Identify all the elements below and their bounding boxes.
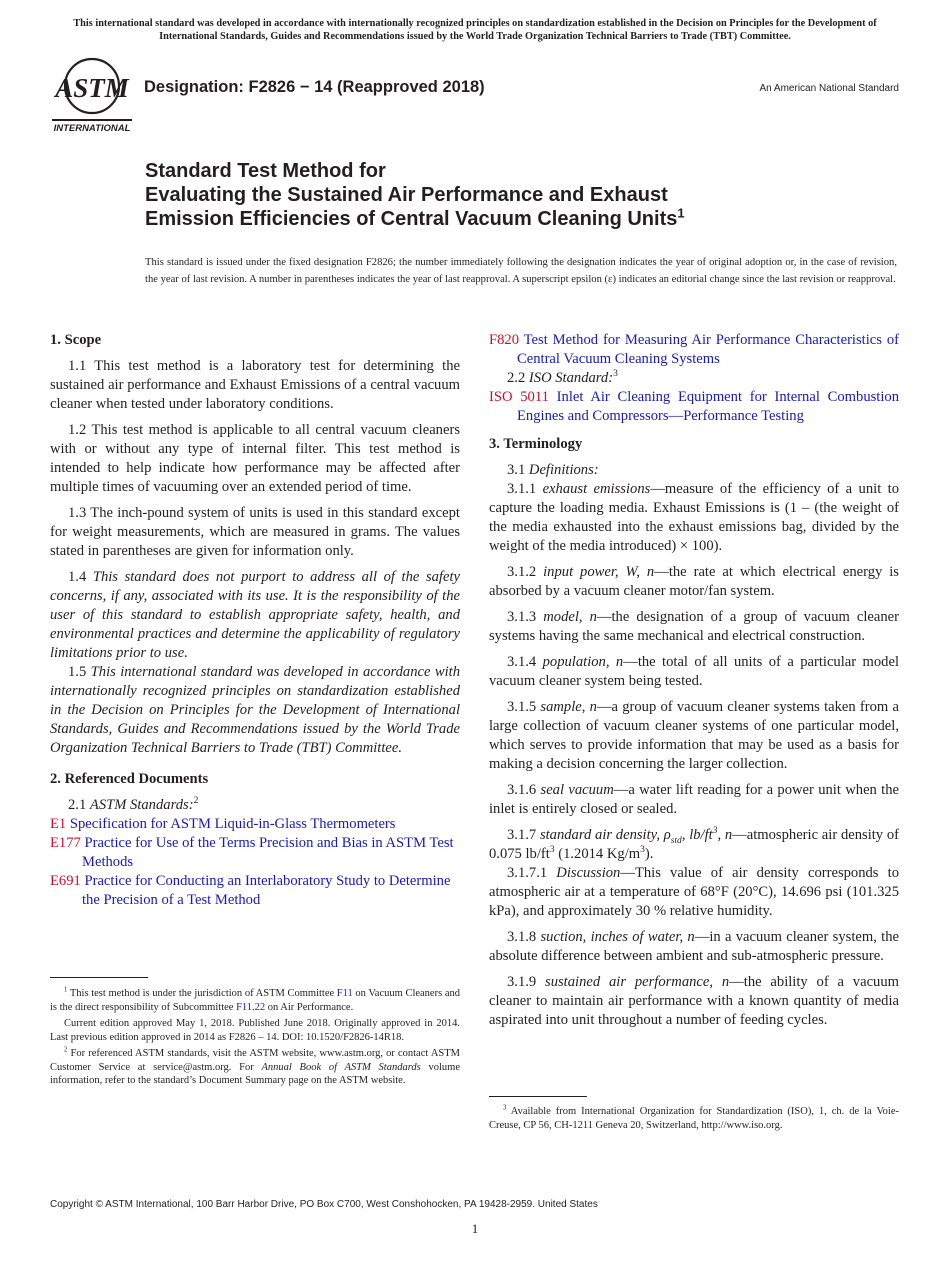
para-1-5: 1.5 This international standard was developed in accordance with internationally recognized principles on standardization established in the Decision on Principles for the Development of International Standards, Guides and Recommendations issued by the World Trade Organization Technical Barriers to Trade (TBT) Committee. <box>50 664 461 756</box>
term-3-1-5: 3.1.5 sample, n—a group of vacuum cleaner systems taken from a large collection of vacuum cleaner systems of one particular model, which serves to provide information that may be used as a basis for making a decision concerning the larger collection. <box>489 699 899 772</box>
ref-f820 <box>489 331 899 369</box>
para-1-4: 1.4 This standard does not purport to address all of the safety concerns, if any, associated with its use. It is the responsibility of the user of this standard to establish appropriate safety, health, and environmental practices and determine the applicability of regulatory limitations prior to use. <box>50 569 460 661</box>
term-3-1-7: 3.1.7 standard air density, $\rho_{std}$, $lb/ft^3$, n—atmospheric air density of 0.075 $lb/ft^3$ (1.2014 $Kg/m^3$). <box>489 826 899 862</box>
title-line-2: Evaluating the Sustained Air Performance and Exhaust <box>145 184 668 206</box>
copyright-notice: Copyright © ASTM International, 100 Barr Harbor Drive, PO Box C700, West Conshohocken, PA 19428-2959. United States <box>50 1199 598 1210</box>
ref-title-link[interactable]: Specification for ASTM Liquid-in-Glass Thermometers <box>69 816 396 832</box>
title-line-1: Standard Test Method for <box>145 160 386 182</box>
footnote-2: $^2$ For referenced ASTM standards, visit the ASTM website, www.astm.org, or contact ASTM Customer Service at service@astm.org. For Annual Book of ASTM Standards volume information, refer to the standard’s Document Summary page on the ASTM website. <box>50 1046 461 1086</box>
footnote-1-edition: Current edition approved May 1, 2018. Published June 2018. Originally approved in 2014. Last previous edition approved in 2014 as F2826 – 14. DOI: 10.1520/F2826-14R18. <box>50 1018 460 1043</box>
term-3-1-6: 3.1.6 seal vacuum—a water lift reading for a power unit when the inlet is entirely closed or sealed. <box>489 782 899 817</box>
footnotes-right <box>489 1105 899 1135</box>
ref-code[interactable]: E691 <box>50 873 81 889</box>
right-column <box>489 331 899 1037</box>
footnote-1: $^1$ This test method is under the jurisdiction of ASTM Committee F11 on Vacuum Cleaners and is the direct responsibility of Subcommittee F11.22 on Air Performance. <box>50 986 460 1013</box>
subcommittee-link[interactable]: F11.22 <box>236 1001 266 1013</box>
para-1-3: 1.3 The inch-pound system of units is used in this standard except for weight measurements, which are measured in grams. The values stated in parentheses are given for information only. <box>50 505 460 559</box>
footnotes-left <box>50 987 460 1091</box>
footnote-divider-left <box>50 977 148 978</box>
ref-title-link[interactable]: Inlet Air Cleaning Equipment for Internal Combustion Engines and Compressors—Performance Testing <box>517 389 899 424</box>
term-3-1-7-1: 3.1.7.1 Discussion—This value of air density corresponds to atmospheric air at a temperature of 68°F (20°C), 14.696 psi (101.325 kPa), and approximately 30 % relative humidity. <box>489 865 899 919</box>
term-3-1-9: 3.1.9 sustained air performance, n—the ability of a vacuum cleaner to maintain air performance with a known quantity of media aspirated into unit throughout a number of feeding cycles. <box>489 974 899 1028</box>
section-3-heading: 3. Terminology <box>489 436 583 452</box>
ref-iso-5011 <box>489 388 899 426</box>
para-1-2: 1.2 This test method is applicable to all central vacuum cleaners with or without any type of internal filter. This test method is intended to help indicate how performance may be affected after multiple times of vacuuming over an extended period of time. <box>50 422 460 495</box>
footnote-divider-right <box>489 1096 587 1097</box>
ref-code[interactable]: E177 <box>50 835 81 851</box>
section-2-heading: 2. Referenced Documents <box>50 771 209 787</box>
document-title <box>145 159 885 231</box>
ref-e177 <box>50 834 460 872</box>
intro-paragraph: This standard is issued under the fixed designation F2826; the number immediately following the designation indicates the year of original adoption or, in the case of revision, the year of last revision. A number in parentheses indicates the year of last reapproval. A superscript epsilon (ε) indicates an editorial change since the last revision or reapproval. <box>145 257 897 285</box>
para-1-1: 1.1 This test method is a laboratory test for determining the sustained air performance and Exhaust Emissions of a central vacuum cleaner when tested under laboratory conditions. <box>50 358 460 412</box>
term-3-1-3: 3.1.3 model, n—the designation of a group of vacuum cleaner systems having the same mechanical and electrical construction. <box>489 609 900 644</box>
term-3-1-4: 3.1.4 population, n—the total of all units of a particular model vacuum cleaner system being tested. <box>489 654 900 689</box>
svg-text:ASTM: ASTM <box>55 73 129 103</box>
ref-code[interactable]: ISO 5011 <box>489 389 549 405</box>
top-note: This international standard was developed in accordance with internationally recognized principles on standardization established in the Decision on Principles for the Development of International Standards, Guides and Recommendations issued by the World Trade Organization Technical Barriers to Trade (TBT) Committee. <box>73 18 877 42</box>
ref-title-link[interactable]: Practice for Use of the Terms Precision and Bias in ASTM Test Methods <box>82 835 454 870</box>
astm-logo <box>50 56 134 136</box>
page-number: 1 <box>471 1221 479 1236</box>
committee-link[interactable]: F11 <box>336 988 353 999</box>
term-3-1-1: 3.1.1 exhaust emissions—measure of the efficiency of a unit to capture the loading media. Exhaust Emissions is (1 – (the weight of the media exhausted into the exhaust emissions bag, divided by the weight of the media introduced) × 100). <box>489 481 899 554</box>
ref-code[interactable]: F820 <box>489 332 520 348</box>
ref-e691 <box>50 872 460 910</box>
designation: Designation: F2826 − 14 (Reapproved 2018) <box>144 78 485 96</box>
american-national-standard: An American National Standard <box>759 83 899 94</box>
para-2-2: 2.2 ISO Standard:$^3$ <box>507 369 618 386</box>
para-2-1: 2.1 ASTM Standards:$^2$ <box>68 796 199 813</box>
section-1-heading: 1. Scope <box>50 332 102 348</box>
astm-logo-icon <box>50 56 134 136</box>
ref-code[interactable]: E1 <box>50 816 67 832</box>
ref-title-link[interactable]: Test Method for Measuring Air Performance Characteristics of Central Vacuum Cleaning Systems <box>517 332 899 367</box>
footnote-3: $^3$ Available from International Organization for Standardization (ISO), 1, ch. de la Voie-Creuse, CP 56, CH-1211 Geneva 20, Switzerland, http://www.iso.org. <box>489 1104 900 1131</box>
svg-text:INTERNATIONAL: INTERNATIONAL <box>53 123 131 134</box>
ref-e1 <box>50 815 460 834</box>
term-3-1-2: 3.1.2 input power, W, n—the rate at which electrical energy is absorbed by a vacuum cleaner motor/fan system. <box>489 564 899 599</box>
term-3-1-8: 3.1.8 suction, inches of water, n—in a vacuum cleaner system, the absolute difference between ambient and sub-atmospheric pressure. <box>489 929 900 964</box>
left-column <box>50 331 460 910</box>
title-line-3: Emission Efficiencies of Central Vacuum Cleaning Units$^1$ <box>145 205 685 230</box>
ref-title-link[interactable]: Practice for Conducting an Interlaboratory Study to Determine the Precision of a Test Method <box>82 873 451 908</box>
para-3-1: 3.1 Definitions: <box>507 462 599 478</box>
title-footnote-mark[interactable]: 1 <box>677 205 685 221</box>
